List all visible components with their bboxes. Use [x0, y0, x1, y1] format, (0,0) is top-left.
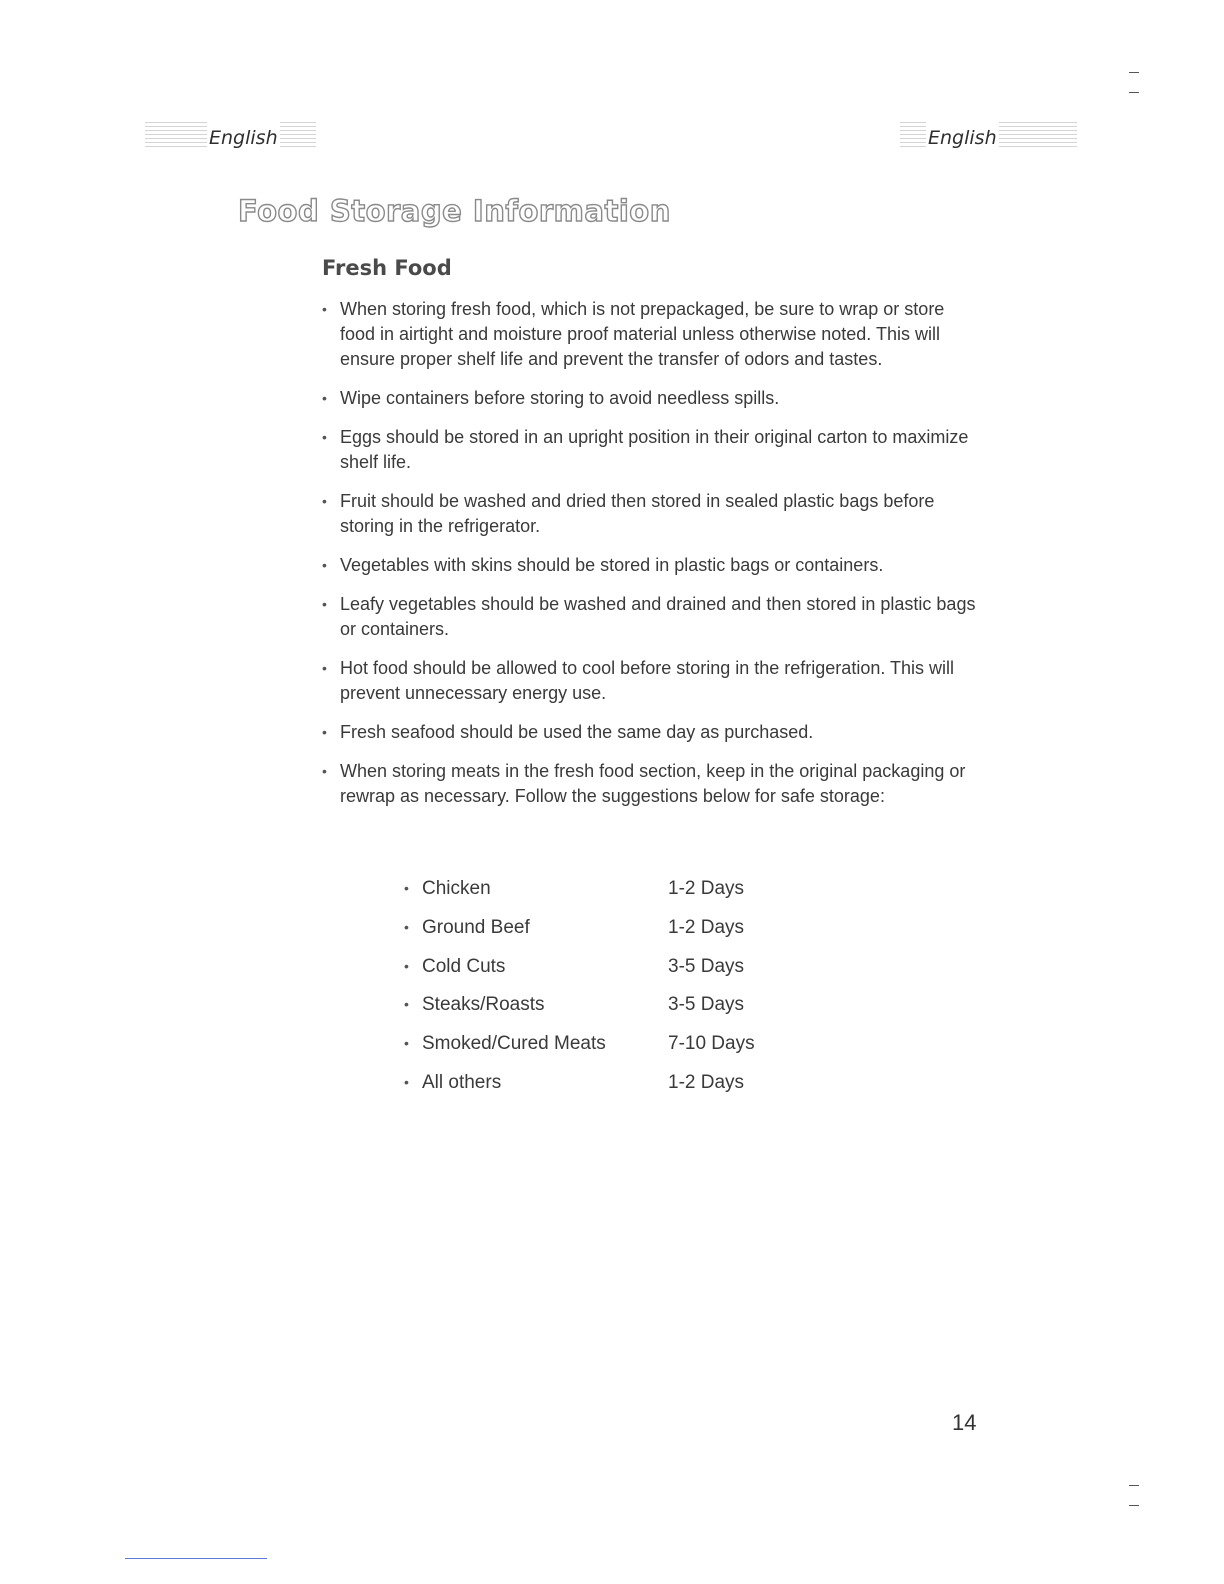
header-decoration	[999, 122, 1077, 148]
storage-days: 1-2 Days	[668, 1071, 745, 1093]
crop-mark	[1129, 92, 1139, 93]
table-row	[404, 956, 755, 995]
list-item: • Fresh seafood should be used the same day as purchased.	[322, 720, 982, 745]
table-row	[404, 1033, 755, 1072]
table-row	[404, 994, 755, 1033]
meat-item: • Ground Beef	[404, 917, 668, 939]
meat-item: • Cold Cuts	[404, 956, 668, 978]
meat-storage-table	[404, 878, 755, 1111]
table-row	[404, 878, 755, 917]
list-item: • Hot food should be allowed to cool before storing in the refrigeration. This will prevent unnecessary energy use.	[322, 656, 982, 706]
storage-days: 3-5 Days	[668, 955, 745, 977]
table-row	[404, 1072, 755, 1111]
language-label: English	[928, 127, 997, 149]
page-number: 14	[952, 1410, 977, 1435]
header-language-right	[900, 112, 1077, 148]
list-item: • Vegetables with skins should be stored in plastic bags or containers.	[322, 553, 982, 578]
meat-item: • All others	[404, 1072, 668, 1094]
list-item: • Wipe containers before storing to avoid needless spills.	[322, 386, 982, 411]
storage-days: 1-2 Days	[668, 916, 745, 938]
list-item: • When storing meats in the fresh food section, keep in the original packaging or rewrap as necessary. Follow the suggestions below for safe storage:	[322, 759, 982, 809]
header-decoration	[280, 122, 316, 148]
crop-mark	[1129, 72, 1139, 73]
language-label: English	[209, 127, 278, 149]
page-title: Food Storage Information	[238, 194, 671, 228]
header-language-left	[145, 112, 316, 148]
footer-rule	[125, 1558, 267, 1559]
storage-days: 7-10 Days	[668, 1033, 755, 1055]
section-heading: Fresh Food	[322, 256, 452, 280]
storage-days: 3-5 Days	[668, 994, 745, 1016]
crop-mark	[1129, 1505, 1139, 1506]
storage-days: 1-2 Days	[668, 878, 745, 899]
fresh-food-tips-list	[322, 297, 982, 823]
meat-item: • Smoked/Cured Meats	[404, 1033, 668, 1055]
list-item: • Fruit should be washed and dried then stored in sealed plastic bags before storing in the refrigerator.	[322, 489, 982, 539]
header-decoration	[145, 122, 207, 148]
meat-item: • Steaks/Roasts	[404, 994, 668, 1016]
table-row	[404, 917, 755, 956]
list-item: • Eggs should be stored in an upright position in their original carton to maximize shelf life.	[322, 425, 982, 475]
list-item: • Leafy vegetables should be washed and drained and then stored in plastic bags or containers.	[322, 592, 982, 642]
header-decoration	[900, 122, 926, 148]
crop-mark	[1129, 1485, 1139, 1486]
list-item: • When storing fresh food, which is not prepackaged, be sure to wrap or store food in airtight and moisture proof material unless otherwise noted. This will ensure proper shelf life and prevent the transfer of odors and tastes.	[322, 297, 982, 372]
meat-item: • Chicken	[404, 878, 668, 900]
